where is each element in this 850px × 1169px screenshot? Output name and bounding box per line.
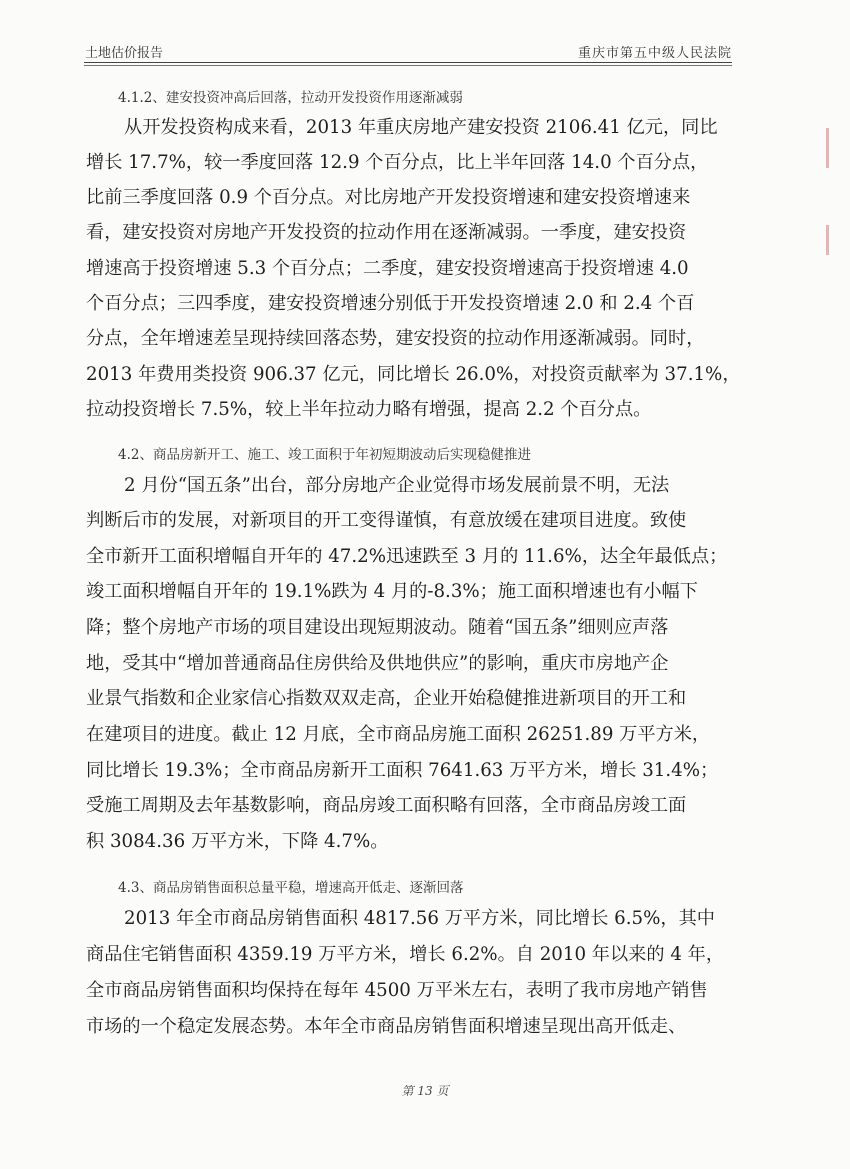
- paragraph-line: 同比增长 19.3%；全市商品房新开工面积 7641.63 万平方米，增长 31.4%；: [86, 760, 719, 781]
- section-heading-4-3: 4.3、商品房销售面积总量平稳，增速高开低走、逐渐回落: [118, 880, 464, 896]
- paragraph-line: 业景气指数和企业家信心指数双双走高，企业开始稳健推进新项目的开工和: [86, 688, 687, 709]
- paragraph-line: 比前三季度回落 0.9 个百分点。对比房地产开发投资增速和建安投资增速来: [86, 187, 691, 208]
- paragraph-line: 2013 年费用类投资 906.37 亿元，同比增长 26.0%，对投资贡献率为 37.1%，: [86, 364, 741, 385]
- page-number: 第 13 页: [401, 1084, 449, 1098]
- paragraph-line: 在建项目的进度。截止 12 月底，全市商品房施工面积 26251.89 万平方米，: [86, 724, 711, 745]
- paragraph-line: 2013 年全市商品房销售面积 4817.56 万平方米，同比增长 6.5%，其中: [124, 908, 715, 929]
- paragraph-line: 全市商品房销售面积均保持在每年 4500 万平米左右，表明了我市房地产销售: [86, 980, 708, 1001]
- paragraph-line: 增长 17.7%，较一季度回落 12.9 个百分点，比上半年回落 14.0 个百分点，: [86, 152, 709, 173]
- paragraph-line: 市场的一个稳定发展态势。本年全市商品房销售面积增速呈现出高开低走、: [86, 1016, 687, 1037]
- scan-mark: [826, 225, 829, 255]
- paragraph-line: 分点，全年增速差呈现持续回落态势，建安投资的拉动作用逐渐减弱。同时，: [86, 328, 705, 349]
- header-report-title: 土地估价报告: [85, 46, 164, 61]
- paragraph-line: 全市新开工面积增幅自开年的 47.2%迅速跌至 3 月的 11.6%，达全年最低点；: [86, 546, 728, 567]
- paragraph-line: 从开发投资构成来看，2013 年重庆房地产建安投资 2106.41 亿元，同比: [124, 117, 718, 138]
- paragraph-line: 受施工周期及去年基数影响，商品房竣工面积略有回落，全市商品房竣工面: [86, 795, 687, 816]
- paragraph-line: 降；整个房地产市场的项目建设出现短期波动。随着“国五条”细则应声落: [86, 617, 669, 638]
- paragraph-line: 积 3084.36 万平方米，下降 4.7%。: [86, 831, 389, 852]
- paragraph-line: 增速高于投资增速 5.3 个百分点；二季度，建安投资增速高于投资增速 4.0: [86, 258, 689, 279]
- paragraph-line: 看，建安投资对房地产开发投资的拉动作用在逐渐减弱。一季度，建安投资: [86, 222, 687, 243]
- paragraph-line: 2 月份“国五条”出台，部分房地产企业觉得市场发展前景不明，无法: [124, 475, 670, 496]
- section-heading-4-1-2: 4.1.2、建安投资冲高后回落，拉动开发投资作用逐渐减弱: [118, 90, 463, 106]
- paragraph-line: 拉动投资增长 7.5%，较上半年拉动力略有增强，提高 2.2 个百分点。: [86, 399, 652, 420]
- paragraph-line: 商品住宅销售面积 4359.19 万平方米，增长 6.2%。自 2010 年以来的 4 年，: [86, 944, 725, 965]
- header-rule: [84, 62, 732, 63]
- header-rule-thin: [84, 65, 732, 66]
- header-court-name: 重庆市第五中级人民法院: [577, 46, 732, 61]
- scan-mark: [826, 128, 829, 168]
- paragraph-line: 判断后市的发展，对新项目的开工变得谨慎，有意放缓在建项目进度。致使: [86, 510, 687, 531]
- paragraph-line: 竣工面积增幅自开年的 19.1%跌为 4 月的-8.3%；施工面积增速也有小幅下: [86, 581, 698, 602]
- paragraph-line: 地，受其中“增加普通商品住房供给及供地供应”的影响，重庆市房地产企: [86, 653, 669, 674]
- paragraph-line: 个百分点；三四季度，建安投资增速分别低于开发投资增速 2.0 和 2.4 个百: [86, 293, 695, 314]
- section-heading-4-2: 4.2、商品房新开工、施工、竣工面积于年初短期波动后实现稳健推进: [118, 447, 531, 463]
